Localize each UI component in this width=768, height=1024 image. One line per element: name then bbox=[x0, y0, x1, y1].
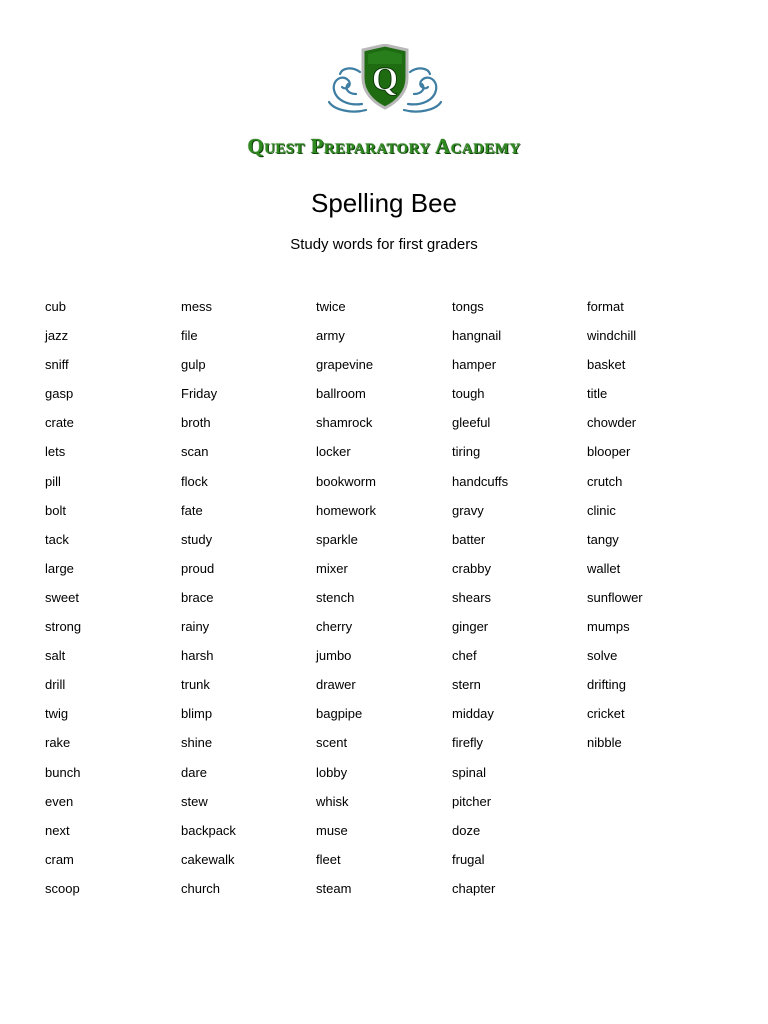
spelling-word: crutch bbox=[587, 473, 623, 489]
spelling-word: bagpipe bbox=[316, 706, 363, 722]
spelling-word: chef bbox=[452, 648, 477, 664]
spelling-word: scoop bbox=[45, 880, 80, 896]
spelling-word: sunflower bbox=[587, 589, 643, 605]
spelling-word: crate bbox=[45, 415, 74, 431]
spelling-word: cub bbox=[45, 299, 66, 314]
spelling-word: tongs bbox=[452, 299, 484, 314]
right-scroll-ornament bbox=[404, 68, 441, 111]
spelling-word: spinal bbox=[452, 764, 486, 780]
spelling-word: scent bbox=[316, 735, 348, 751]
spelling-word: format bbox=[587, 299, 624, 314]
spelling-word: cram bbox=[45, 851, 74, 867]
spelling-word: backpack bbox=[181, 822, 236, 838]
spelling-word: mixer bbox=[316, 560, 348, 576]
spelling-word: tack bbox=[45, 531, 69, 547]
page-subtitle: Study words for first graders bbox=[290, 236, 478, 253]
spelling-word: tangy bbox=[587, 531, 619, 547]
spelling-word: brace bbox=[181, 589, 214, 605]
spelling-word: gravy bbox=[452, 502, 484, 518]
spelling-word: broth bbox=[181, 415, 211, 431]
spelling-word: shine bbox=[181, 735, 213, 751]
spelling-word: twig bbox=[45, 706, 69, 722]
spelling-word: jumbo bbox=[316, 648, 352, 664]
spelling-word: proud bbox=[181, 560, 215, 576]
academy-name: Quest Preparatory Academy bbox=[247, 134, 521, 158]
logo-letter: Q bbox=[371, 61, 399, 98]
spelling-word: sparkle bbox=[316, 531, 358, 547]
spelling-word: mess bbox=[181, 299, 213, 314]
spelling-word: hangnail bbox=[452, 328, 502, 344]
spelling-word: strong bbox=[45, 619, 82, 635]
spelling-word: drawer bbox=[316, 677, 356, 693]
spelling-word: lets bbox=[45, 444, 66, 460]
spelling-word: tiring bbox=[452, 444, 481, 460]
spelling-word: gleeful bbox=[452, 415, 491, 431]
spelling-word: bolt bbox=[45, 502, 66, 518]
spelling-word: whisk bbox=[316, 793, 349, 809]
spelling-word: scan bbox=[181, 444, 209, 460]
spelling-word: nibble bbox=[587, 735, 622, 751]
spelling-word: sniff bbox=[45, 357, 69, 373]
spelling-word: cricket bbox=[587, 706, 625, 722]
spelling-word: crabby bbox=[452, 560, 492, 576]
spelling-word: wallet bbox=[587, 560, 621, 576]
spelling-word: locker bbox=[316, 444, 351, 460]
spelling-word: ginger bbox=[452, 619, 489, 635]
spelling-word: fleet bbox=[316, 851, 341, 867]
spelling-word: ballroom bbox=[316, 386, 366, 402]
spelling-word: bunch bbox=[45, 764, 81, 780]
spelling-word: fate bbox=[181, 502, 203, 518]
spelling-word: file bbox=[181, 328, 198, 344]
spelling-word: dare bbox=[181, 764, 208, 780]
spelling-word: windchill bbox=[587, 328, 637, 344]
spelling-word: Friday bbox=[181, 386, 218, 402]
spelling-word: rake bbox=[45, 735, 71, 751]
spelling-word: tough bbox=[452, 386, 485, 402]
spelling-word: gasp bbox=[45, 386, 74, 402]
word-column-3 bbox=[316, 298, 446, 909]
spelling-word: grapevine bbox=[316, 357, 374, 373]
spelling-word: blimp bbox=[181, 706, 213, 722]
spelling-word: salt bbox=[45, 648, 66, 664]
spelling-word: stench bbox=[316, 589, 355, 605]
spelling-word: shamrock bbox=[316, 415, 373, 431]
spelling-word: solve bbox=[587, 648, 618, 664]
spelling-word: stern bbox=[452, 677, 481, 693]
spelling-word: trunk bbox=[181, 677, 210, 693]
spelling-word: flock bbox=[181, 473, 208, 489]
spelling-word: lobby bbox=[316, 764, 348, 780]
spelling-word: cherry bbox=[316, 619, 353, 635]
spelling-word: title bbox=[587, 386, 608, 402]
spelling-word: chowder bbox=[587, 415, 637, 431]
spelling-word: large bbox=[45, 560, 74, 576]
spelling-word: drifting bbox=[587, 677, 627, 693]
spelling-word: homework bbox=[316, 502, 376, 518]
spelling-word: blooper bbox=[587, 444, 631, 460]
spelling-word: cakewalk bbox=[181, 851, 235, 867]
spelling-word: batter bbox=[452, 531, 486, 547]
spelling-word: steam bbox=[316, 880, 352, 896]
spelling-word: twice bbox=[316, 299, 346, 314]
word-column-4 bbox=[452, 298, 582, 909]
spelling-word: shears bbox=[452, 589, 492, 605]
spelling-word: jazz bbox=[45, 328, 69, 344]
spelling-word: mumps bbox=[587, 619, 630, 635]
spelling-word: sweet bbox=[45, 589, 79, 605]
spelling-word: midday bbox=[452, 706, 494, 722]
spelling-word: firefly bbox=[452, 735, 484, 751]
academy-logo bbox=[326, 44, 444, 116]
spelling-word: gulp bbox=[181, 357, 206, 373]
spelling-word: chapter bbox=[452, 880, 496, 896]
spelling-word: pill bbox=[45, 473, 61, 489]
left-scroll-ornament bbox=[329, 68, 366, 111]
word-column-2 bbox=[181, 298, 311, 909]
spelling-word: church bbox=[181, 880, 221, 896]
page-title: Spelling Bee bbox=[311, 188, 457, 218]
spelling-word: basket bbox=[587, 357, 626, 373]
spelling-word: army bbox=[316, 328, 345, 344]
spelling-word: next bbox=[45, 822, 70, 838]
spelling-word: hamper bbox=[452, 357, 497, 373]
spelling-word: study bbox=[181, 531, 213, 547]
spelling-word: handcuffs bbox=[452, 473, 509, 489]
spelling-word: pitcher bbox=[452, 793, 492, 809]
spelling-word: stew bbox=[181, 793, 208, 809]
spelling-word: bookworm bbox=[316, 473, 376, 489]
spelling-word: frugal bbox=[452, 851, 485, 867]
spelling-word: rainy bbox=[181, 619, 210, 635]
word-column-5 bbox=[587, 298, 717, 764]
spelling-word: harsh bbox=[181, 648, 214, 664]
spelling-word: muse bbox=[316, 822, 348, 838]
spelling-word: drill bbox=[45, 677, 66, 693]
spelling-word: even bbox=[45, 793, 74, 809]
word-column-1 bbox=[45, 298, 175, 909]
spelling-word: doze bbox=[452, 822, 481, 838]
spelling-word: clinic bbox=[587, 502, 616, 518]
